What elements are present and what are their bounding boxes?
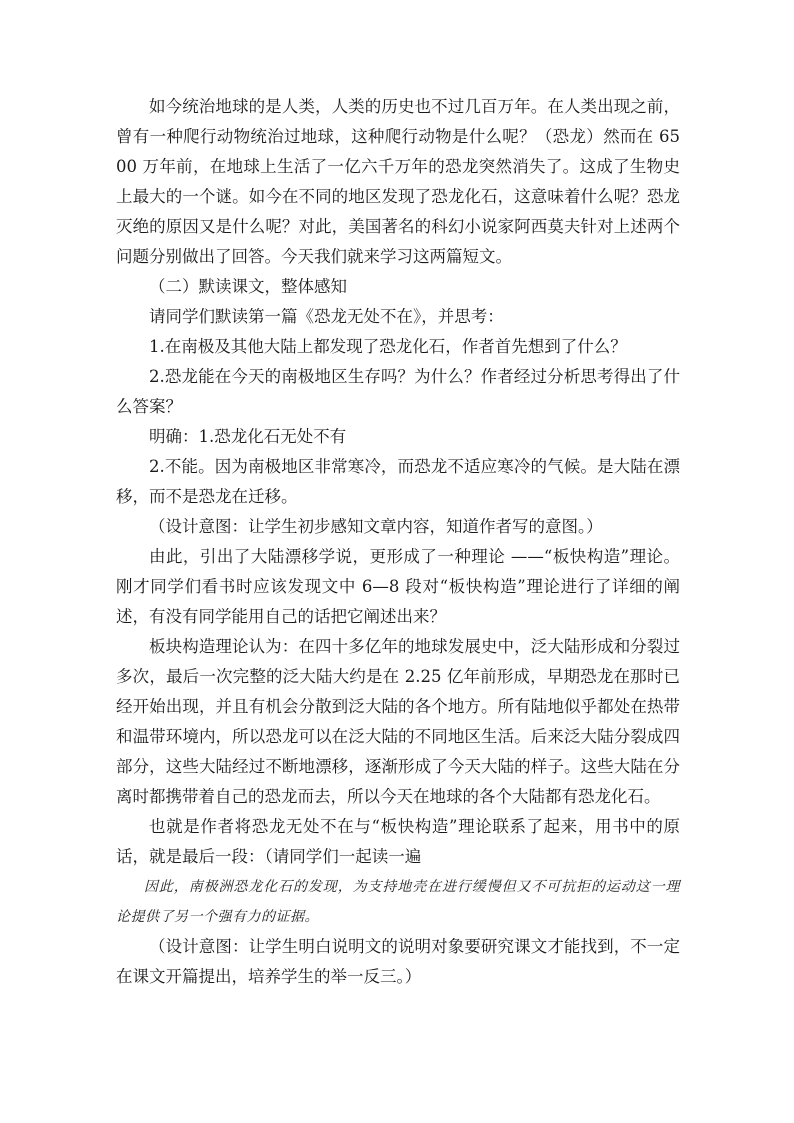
paragraph-instruction: 请同学们默读第一篇《恐龙无处不在》，并思考： [149, 307, 504, 326]
question-2: 2.恐龙能在今天的南极地区生存吗？为什么？作者经过分析思考得出了什么答案？ [116, 367, 680, 416]
question-1: 1.在南极及其他大陆上都发现了恐龙化石，作者首先想到了什么？ [149, 337, 627, 356]
answer-2: 2.不能。因为南极地区非常寒冷，而恐龙不适应寒冷的气候。是大陆在漂移，而不是恐龙在迁移。 [116, 457, 680, 506]
answer-1: 明确：1.恐龙化石无处不有 [149, 427, 347, 446]
design-intent-1: （设计意图：让学生初步感知文章内容，知道作者写的意图。） [149, 517, 603, 536]
document-body [116, 92, 680, 992]
paragraph-plate-tectonics: 板块构造理论认为：在四十多亿年的地球发展史中，泛大陆形成和分裂过多次，最后一次完整的泛大陆大约是在 2.25 亿年前形成，早期恐龙在那时已经开始出现，并且有机会分散到泛大陆的各个地方。所有陆地似乎都处在热带和温带环境内，所以恐龙可以在泛大陆的不同地区生活。后来泛大陆分裂成四部分，这些大陆经过不断地漂移，逐渐形成了今天大陆的样子。这些大陆在分离时都携带着自己的恐龙而去，所以今天在地球的各个大陆都有恐龙化石。 [116, 637, 680, 806]
section-heading: （二）默读课文，整体感知 [149, 277, 347, 296]
paragraph-summary: 也就是作者将恐龙无处不在与“板快构造”理论联系了起来，用书中的原话，就是最后一段：（请同学们一起读一遍 [116, 817, 680, 866]
quoted-passage: 因此，南极洲恐龙化石的发现，为支持地壳在进行缓慢但又不可抗拒的运动这一理论提供了另一个强有力的证据。 [116, 879, 680, 925]
paragraph-intro: 如今统治地球的是人类，人类的历史也不过几百万年。在人类出现之前，曾有一种爬行动物统治过地球，这种爬行动物是什么呢？（恐龙）然而在 6500 万年前，在地球上生活了一亿六千万年的恐龙突然消失了。这成了生物史上最大的一个谜。如今在不同的地区发现了恐龙化石，这意味着什么呢？恐龙灭绝的原因又是什么呢？对此，美国著名的科幻小说家阿西莫夫针对上述两个问题分别做出了回答。今天我们就来学习这两篇短文。 [116, 97, 680, 266]
paragraph-theory-intro: 由此，引出了大陆漂移学说，更形成了一种理论 ——“板快构造”理论。刚才同学们看书时应该发现文中 6—8 段对“板快构造”理论进行了详细的阐述，有没有同学能用自己的话把它阐述出来？ [116, 547, 680, 626]
design-intent-2: （设计意图：让学生明白说明文的说明对象要研究课文才能找到，不一定在课文开篇提出，培养学生的举一反三。） [116, 937, 680, 986]
